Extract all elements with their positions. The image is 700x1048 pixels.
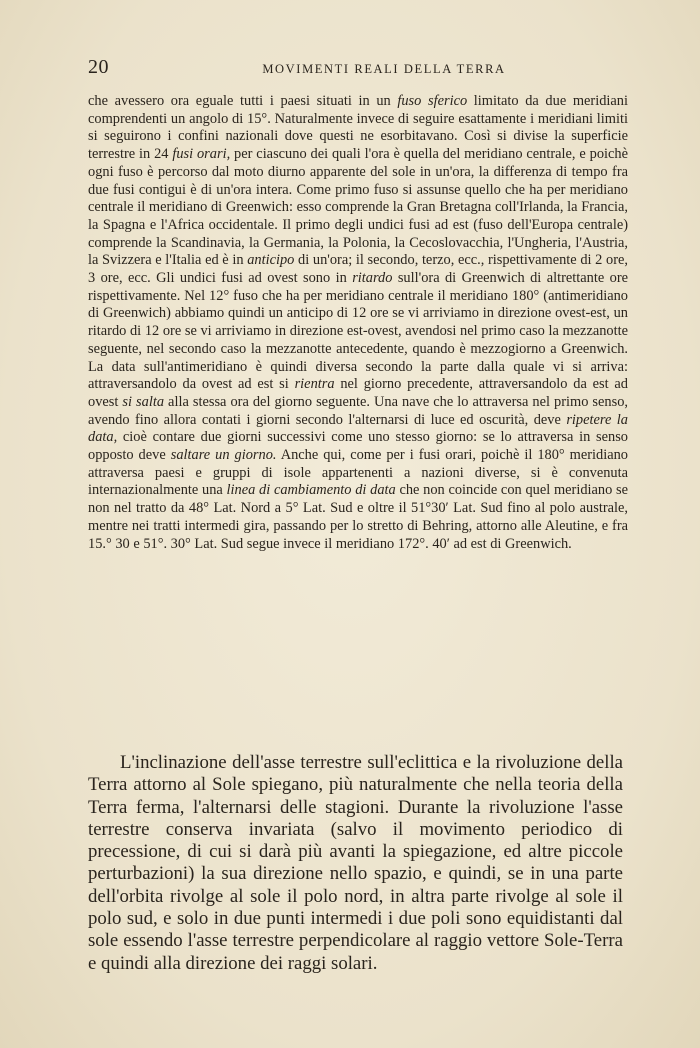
page-header [88,56,630,84]
italic-term: si salta [122,393,165,410]
italic-term: ritardo [352,270,393,287]
italic-term: fusi orari, [172,146,231,163]
text-run: Anche qui, come per i fusi orari, poichè il 180° meridiano attraversa paesi e gruppi di isole appartenenti a nazioni diverse, si è convenuta internazionalmente una [88,447,628,499]
text-run: che avessero ora eguale tutti i paesi situati in un [88,93,398,109]
text-run: sull'ora di Greenwich di altrettante ore rispettivamente. Nel 12° fuso che ha per meridiano centrale il meridiano 180° (antimeridiano di Greenwich) abbiamo quindi un anticipo di 12 ore se vi arriviamo in direzione ovest-est, un ritardo di 12 ore se vi arriviamo in direzione est-ovest, avendosi nel primo caso la mezzanotte seguente, nel secondo caso la mezzanotte antecedente, quando è mezzogiorno a Greenwich. La data sull'antimeridiano è quindi diversa secondo la parte dalla quale vi si arriva: attraversandolo da ovest ad est si [88,270,628,393]
italic-term: rientra [294,376,335,393]
italic-term: anticipo [247,252,295,269]
text-run: nel giorno precedente, attraversandolo da est ad ovest [88,376,629,410]
italic-term: linea di cambiamento di data [226,482,396,499]
running-title: MOVIMENTI REALI DELLA TERRA [262,62,506,76]
paragraph-seasons: L'inclinazione dell'asse terrestre sull'eclittica e la rivoluzione della Terra attorno al Sole spiegano, più naturalmente che nella teoria della Terra ferma, l'alternarsi delle stagioni. Durante la rivoluzione l'asse terrestre conserva invariata (salvo il movimento periodico di precessione, di cui si darà più avanti la spiegazione, ed altre piccole perturbazioni) la sua direzione nello spazio, e quindi, se in una parte dell'orbita rivolge al sole il polo nord, in altra parte rivolge al sole il polo sud, e solo in due punti intermedi i due poli sono equidistanti dal sole essendo l'asse terrestre perpendicolare al raggio vettore Sole-Terra e quindi alla direzione dei raggi solari. [88,752,623,974]
page-number: 20 [88,56,109,78]
text-run: per ciascuno dei quali l'ora è quella del meridiano centrale, e poichè ogni fuso è percorso dal moto diurno apparente del sole in un'ora, la differenza di tempo fra due fusi contigui è di un'ora intera. Come primo fuso si assunse quello che ha per meridiano centrale il meridiano di Greenwich: esso comprende la Gran Bretagna coll'Irlanda, la Francia, la Spagna e l'Africa occidentale. Il primo degli undici fusi ad est (fuso dell'Europa centrale) comprende la Scandinavia, la Germania, la Polonia, la Cecoslovacchia, l'Ungheria, l'Austria, la Svizzera e l'Italia ed è in [88,146,629,269]
italic-term: saltare un giorno. [170,447,277,464]
text-run: di un'ora; il secondo, terzo, ecc., rispettivamente di 2 ore, 3 ore, ecc. Gli undici fusi ad ovest sono in [88,252,628,287]
text-run: cioè contare due giorni successivi come uno stesso giorno: se lo attraversa in senso opposto deve [88,429,628,464]
text-run: che non coincide con quel meridiano se non nel tratto da 48° Lat. Nord a 5° Lat. Sud e oltre il 51°30′ Lat. Sud fino al polo australe, mentre nei tratti intermedi gira, passando per lo stretto di Behring, attorno alle Aleutine, e fra 15.° 30 e 51°. 30° Lat. Sud segue invece il meridiano 172°. 40′ ad est di Greenwich. [88,482,629,552]
text-run: alla stessa ora del giorno seguente. Una nave che lo attraversa nel primo senso, avendo fino allora contati i giorni secondo l'alternarsi di luce ed oscurità, deve [88,393,628,428]
text-run: limitato da due meridiani comprendenti un angolo di 15°. Naturalmente invece di seguire esattamente i meridiani limiti si seguirono i confini nazionali dove questi ne esorbitavano. Così si divise la superficie terrestre in 24 [88,93,628,163]
paragraph-time-zones [88,93,628,553]
italic-term: ripetere la data, [88,411,628,446]
italic-term: fuso sferico [397,93,468,109]
